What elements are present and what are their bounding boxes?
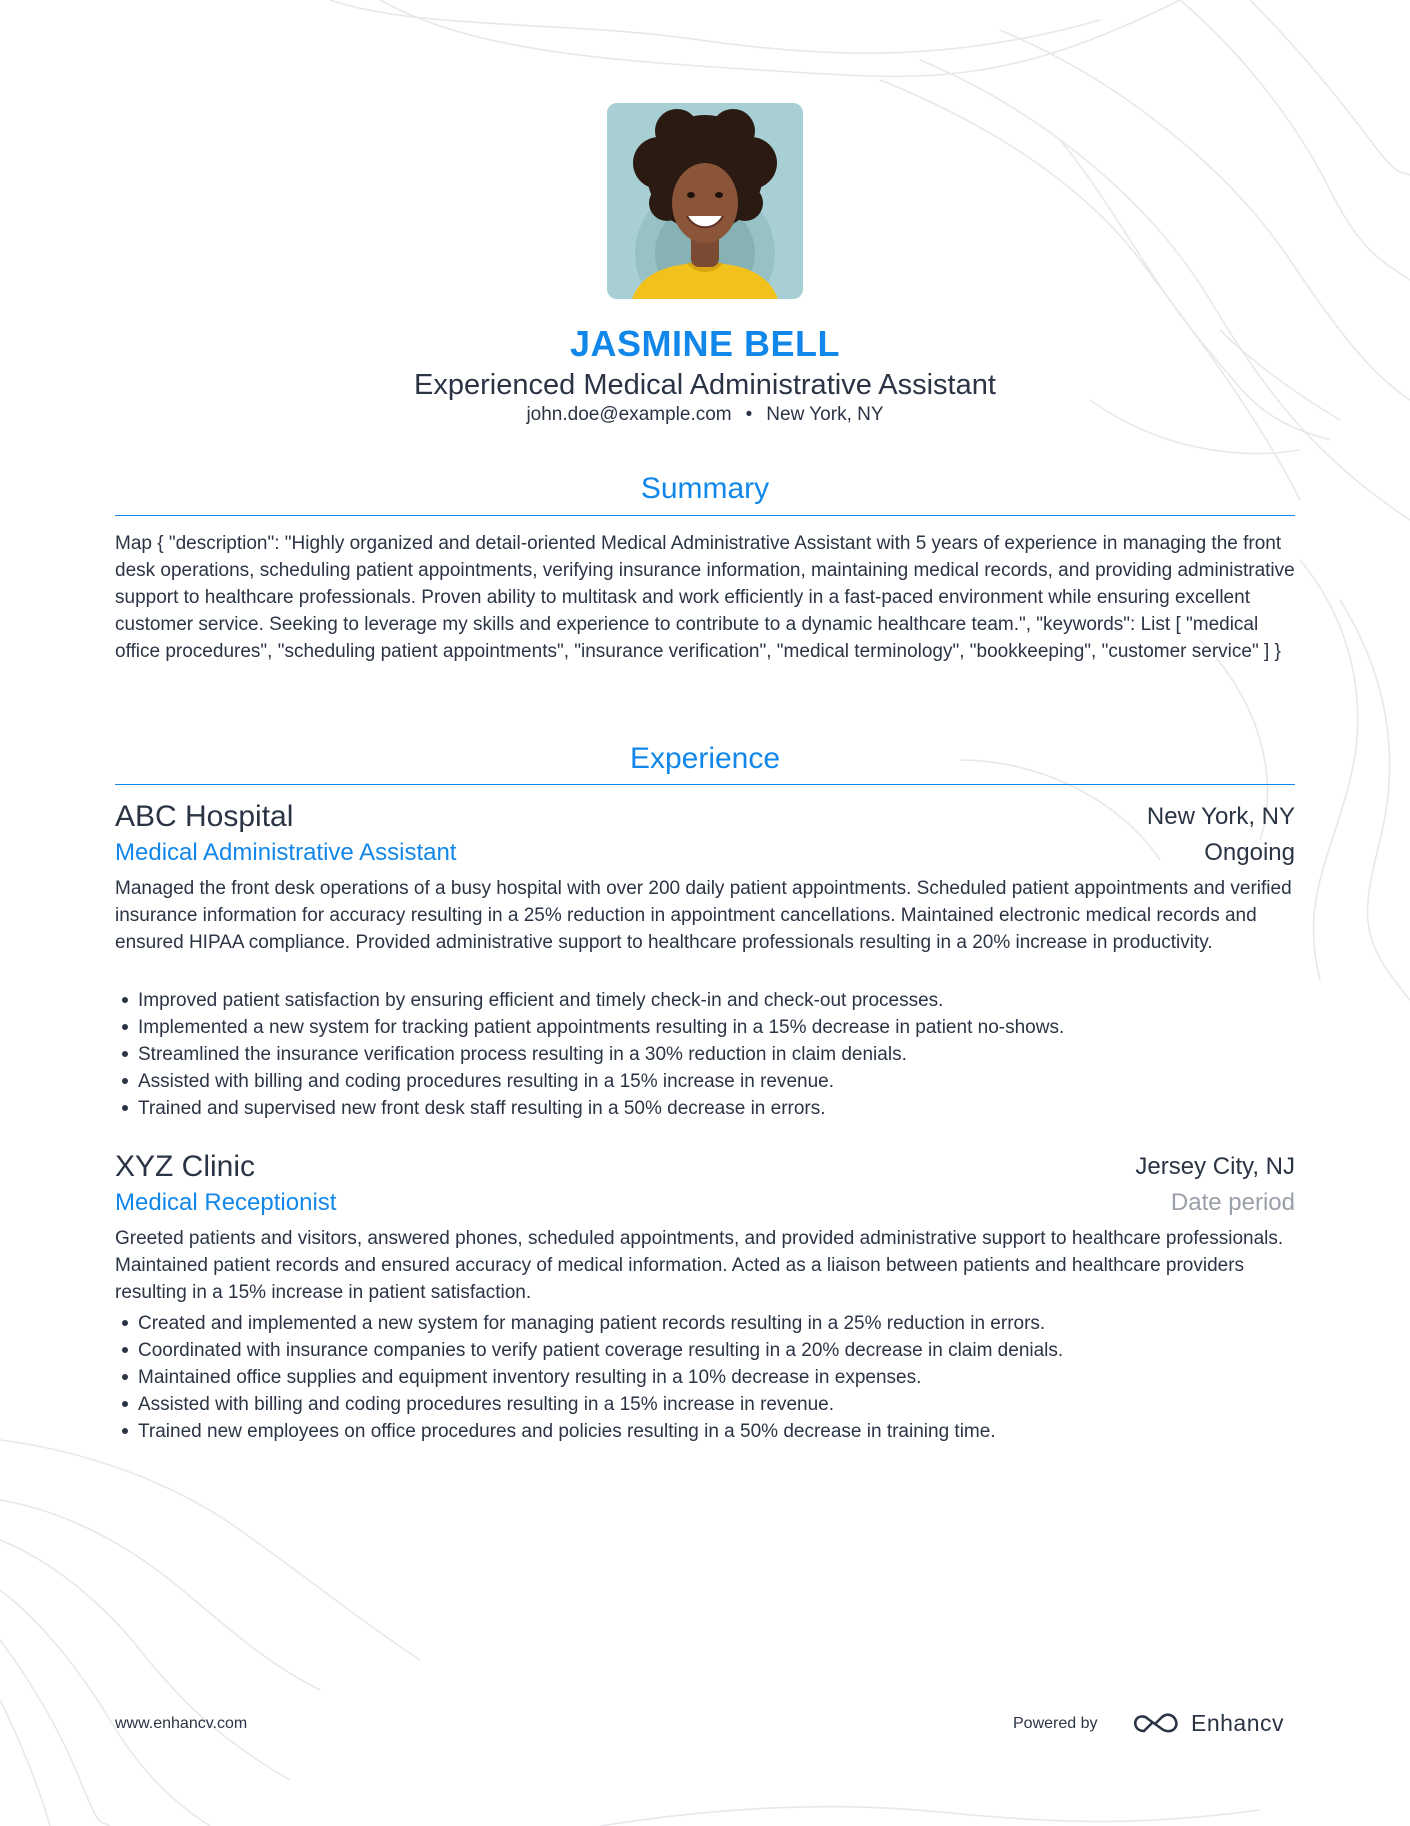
job-location: New York, NY bbox=[1146, 803, 1295, 830]
job-subheader bbox=[115, 1186, 1295, 1224]
job-header bbox=[115, 798, 1295, 836]
brand-name: Enhancv bbox=[1191, 1710, 1285, 1736]
list-item: Maintained office supplies and equipment inventory resulting in a 10% decrease in expenses. bbox=[115, 1364, 1300, 1391]
contact-email[interactable]: john.doe@example.com bbox=[526, 404, 732, 425]
job-period: Ongoing bbox=[1204, 839, 1295, 866]
job-subheader bbox=[115, 836, 1295, 874]
job-bullets bbox=[115, 1310, 1300, 1445]
contact-location: New York, NY bbox=[766, 404, 884, 425]
candidate-headline: Experienced Medical Administrative Assistant bbox=[414, 369, 996, 401]
summary-divider bbox=[115, 515, 1295, 516]
list-item: Streamlined the insurance verification process resulting in a 30% reduction in claim denials. bbox=[115, 1041, 1300, 1068]
profile-photo bbox=[607, 103, 803, 299]
list-item: Assisted with billing and coding procedures resulting in a 15% increase in revenue. bbox=[115, 1391, 1300, 1418]
job-company: ABC Hospital bbox=[115, 800, 294, 833]
summary-section-title: Summary bbox=[640, 472, 770, 505]
job-location: Jersey City, NJ bbox=[1135, 1153, 1295, 1180]
list-item: Trained and supervised new front desk staff resulting in a 50% decrease in errors. bbox=[115, 1095, 1300, 1122]
list-item: Improved patient satisfaction by ensuring efficient and timely check-in and check-out processes. bbox=[115, 987, 1300, 1014]
infinity-logo-icon bbox=[1132, 1711, 1180, 1735]
list-item: Implemented a new system for tracking patient appointments resulting in a 15% decrease in patient no-shows. bbox=[115, 1014, 1300, 1041]
job-role: Medical Receptionist bbox=[115, 1189, 337, 1216]
job-description: Managed the front desk operations of a busy hospital with over 200 daily patient appointments. Scheduled patient appointments and verified insurance information for accuracy resulting in a 25% reduction in appointment cancellations. Maintained electronic medical records and ensured HIPAA compliance. Provided administrative support to healthcare professionals resulting in a 20% increase in productivity. bbox=[115, 878, 1292, 953]
job-period: Date period bbox=[1170, 1189, 1295, 1216]
footer-website-link[interactable]: www.enhancv.com bbox=[115, 1715, 248, 1732]
contact-line bbox=[0, 402, 1410, 428]
list-item: Coordinated with insurance companies to verify patient coverage resulting in a 20% decrease in claim denials. bbox=[115, 1337, 1300, 1364]
job-role: Medical Administrative Assistant bbox=[115, 839, 457, 866]
powered-by-label: Powered by bbox=[1013, 1715, 1098, 1732]
job-header bbox=[115, 1148, 1295, 1186]
experience-divider bbox=[115, 784, 1295, 785]
candidate-name: JASMINE BELL bbox=[569, 323, 841, 364]
summary-text: Map { "description": "Highly organized and detail-oriented Medical Administrative Assistant with 5 years of experience in managing the front desk operations, scheduling patient appointments, verifying insurance information, maintaining medical records, and providing administrative support to healthcare professionals. Proven ability to multitask and work efficiently in a fast-paced environment while ensuring excellent customer service. Seeking to leverage my skills and experience to contribute to a dynamic healthcare team.", "keywords": List [ "medical office procedures", "scheduling patient appointments", "insurance verification", "medical terminology", "bookkeeping", "customer service" ] } bbox=[115, 533, 1295, 662]
list-item: Trained new employees on office procedures and policies resulting in a 50% decrease in training time. bbox=[115, 1418, 1300, 1445]
job-description: Greeted patients and visitors, answered phones, scheduled appointments, and provided administrative support to healthcare professionals. Maintained patient records and ensured accuracy of medical information. Acted as a liaison between patients and healthcare providers resulting in a 15% increase in patient satisfaction. bbox=[115, 1228, 1284, 1303]
contact-separator: • bbox=[745, 404, 753, 425]
list-item: Assisted with billing and coding procedures resulting in a 15% increase in revenue. bbox=[115, 1068, 1300, 1095]
job-company: XYZ Clinic bbox=[115, 1150, 256, 1183]
list-item: Created and implemented a new system for managing patient records resulting in a 25% reduction in errors. bbox=[115, 1310, 1300, 1337]
experience-section-title: Experience bbox=[629, 742, 781, 775]
job-bullets bbox=[115, 987, 1300, 1122]
